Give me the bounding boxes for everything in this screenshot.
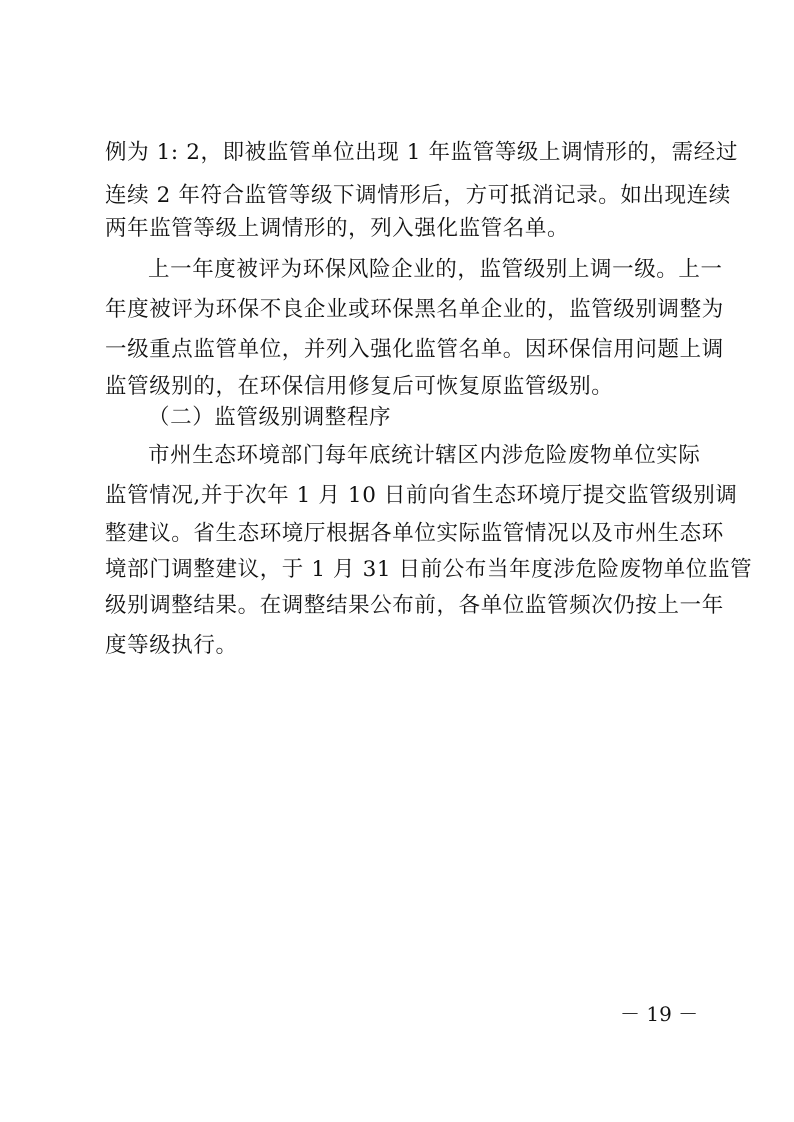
text-line: 度等级执行。 [105,633,238,658]
text-line: 年度被评为环保不良企业或环保黑名单企业的，监管级别调整为 [105,297,724,322]
text-line: 连续 2 年符合监管等级下调情形后，方可抵消记录。如出现连续 [105,183,731,208]
text-line: 两年监管等级上调情形的，列入强化监管名单。 [105,216,570,241]
text-line: 级别调整结果。在调整结果公布前，各单位监管频次仍按上一年 [105,593,724,618]
text-line: 监管级别的，在环保信用修复后可恢复原监管级别。 [105,374,614,399]
text-line: 一级重点监管单位，并列入强化监管名单。因环保信用问题上调 [105,337,724,362]
paragraph-start-line: 市州生态环境部门每年底统计辖区内涉危险废物单位实际 [148,443,701,468]
text-line: 监管情况,并于次年 1 月 10 日前向省生态环境厅提交监管级别调 [105,483,738,508]
section-heading: （二）监管级别调整程序 [148,405,392,430]
text-line: 整建议。省生态环境厅根据各单位实际监管情况以及市州生态环 [105,521,724,546]
paragraph-start-line: 上一年度被评为环保风险企业的，监管级别上调一级。上一 [148,257,723,282]
page-number: － 19 － [620,1002,699,1026]
text-line: 境部门调整建议，于 1 月 31 日前公布当年度涉危险废物单位监管 [105,557,753,582]
text-line: 例为 1: 2，即被监管单位出现 1 年监管等级上调情形的，需经过 [105,140,738,165]
